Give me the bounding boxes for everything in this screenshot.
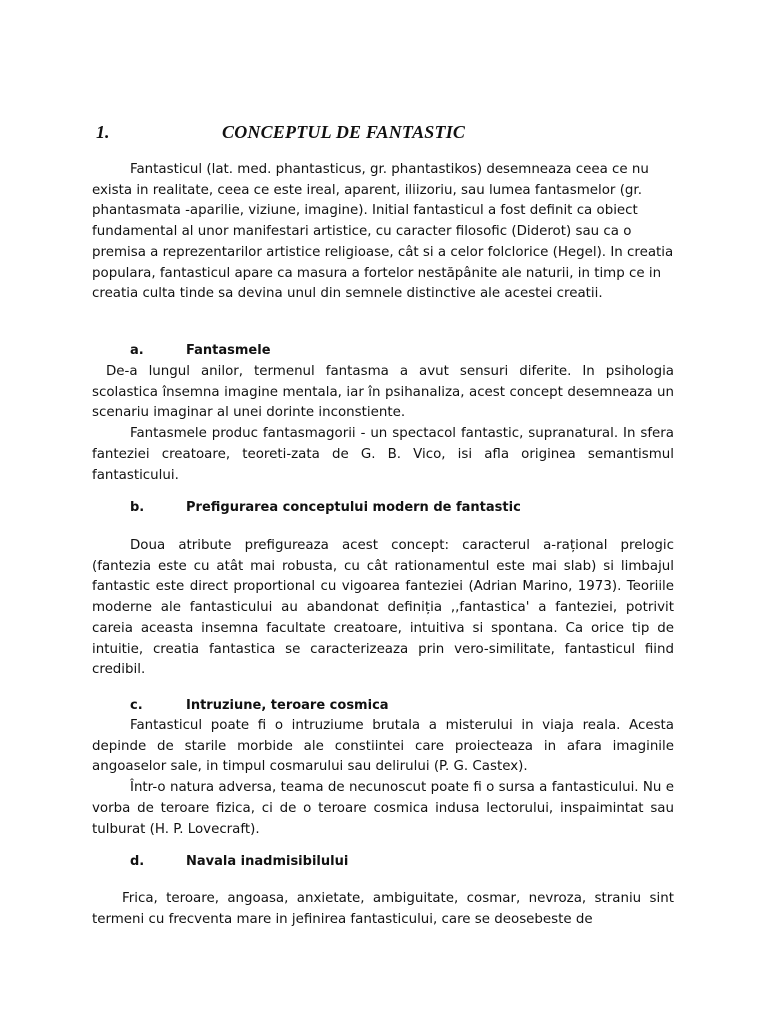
chapter-title-text: CONCEPTUL DE FANTASTIC xyxy=(222,122,466,142)
section-c-body xyxy=(92,716,674,840)
chapter-title xyxy=(92,122,674,146)
section-d-heading xyxy=(130,854,670,874)
section-c-title: Intruziune, teroare cosmica xyxy=(186,698,389,713)
section-c-heading xyxy=(130,698,670,718)
section-a-heading xyxy=(130,343,670,363)
section-c-paragraph-2: Într-o natura adversa, teama de necunoscut poate fi o sursa a fantasticului. Nu e vorba de teroare fizica, ci de o teroare cosmica indusa lectorului, inspaimintat sau tulburat (H. P. Lovecraft). xyxy=(92,780,674,837)
chapter-number: 1. xyxy=(96,122,110,142)
section-d-body xyxy=(92,889,674,930)
intro-paragraph: Fantasticul (lat. med. phantasticus, gr. phantastikos) desemneaza ceea ce nu exista in realitate, ceea ce este ireal, aparent, iliizoriu, sau lumea fantasmelor (gr. phantasmata -aparilie, viziune, imagine). Initial fantasticul a fost definit ca obiect fundamental al unor manifestari artistice, cu caracter filosofic (Diderot) sau ca o premisa a reprezentarilor artistice religioase, cât si a celor folclorice (Hegel). In creatia populara, fantasticul apare ca masura a fortelor nestăpânite ale naturii, in timp ce in creatia culta tinde sa devina unul din semnele distinctive ale acestei creatii. xyxy=(92,162,674,302)
section-d-paragraph-1: Frica, teroare, angoasa, anxietate, ambiguitate, cosmar, nevroza, straniu sint termeni cu frecventa mare in jefinirea fantasticului, care se deosebeste de xyxy=(92,891,674,927)
section-c-letter: c. xyxy=(130,698,143,713)
section-b-title: Prefigurarea conceptului modern de fantastic xyxy=(186,500,521,515)
section-c-paragraph-1: Fantasticul poate fi o intruziume brutala a misterului in viaja reala. Acesta depinde de starile morbide ale constiintei care proiecteaza in afara imaginile angoaselor sale, in timpul cosmarului sau delirului (P. G. Castex). xyxy=(92,718,674,775)
section-b-letter: b. xyxy=(130,500,145,515)
section-b-paragraph-1: Doua atribute prefigureaza acest concept: caracterul a-rațional prelogic (fantezia este cu atât mai robusta, cu cât rationamentul este mai slab) si limbajul fantastic este direct proportional cu vigoarea fanteziei (Adrian Marino, 1973). Teoriile moderne ale fantasticului au abandonat definiția ,,fantastica' a fanteziei, potrivit careia aceasta insemna facultate creatoare, intuitiva si spontana. Ca orice tip de intuitie, creatia fantastica se caracterizeaza prin vero-similitate, fantasticul fiind credibil. xyxy=(92,538,674,678)
section-d-letter: d. xyxy=(130,854,145,869)
section-a-letter: a. xyxy=(130,343,144,358)
section-b-heading xyxy=(130,500,670,520)
section-d-title: Navala inadmisibilului xyxy=(186,854,349,869)
section-a-body xyxy=(92,362,674,486)
section-a-paragraph-1: De-a lungul anilor, termenul fantasma a avut sensuri diferite. In psihologia scolastica însemna imagine mentala, iar în psihanaliza, acest concept desemneaza un scenariu imaginar al unei dorinte inconstiente. xyxy=(92,364,674,421)
section-a-title: Fantasmele xyxy=(186,343,271,358)
section-b-body xyxy=(92,536,674,681)
section-a-paragraph-2: Fantasmele produc fantasmagorii - un spectacol fantastic, supranatural. In sfera fanteziei creatoare, teoreti-zata de G. B. Vico, isi afla originea semantismul fantasticului. xyxy=(92,426,674,483)
